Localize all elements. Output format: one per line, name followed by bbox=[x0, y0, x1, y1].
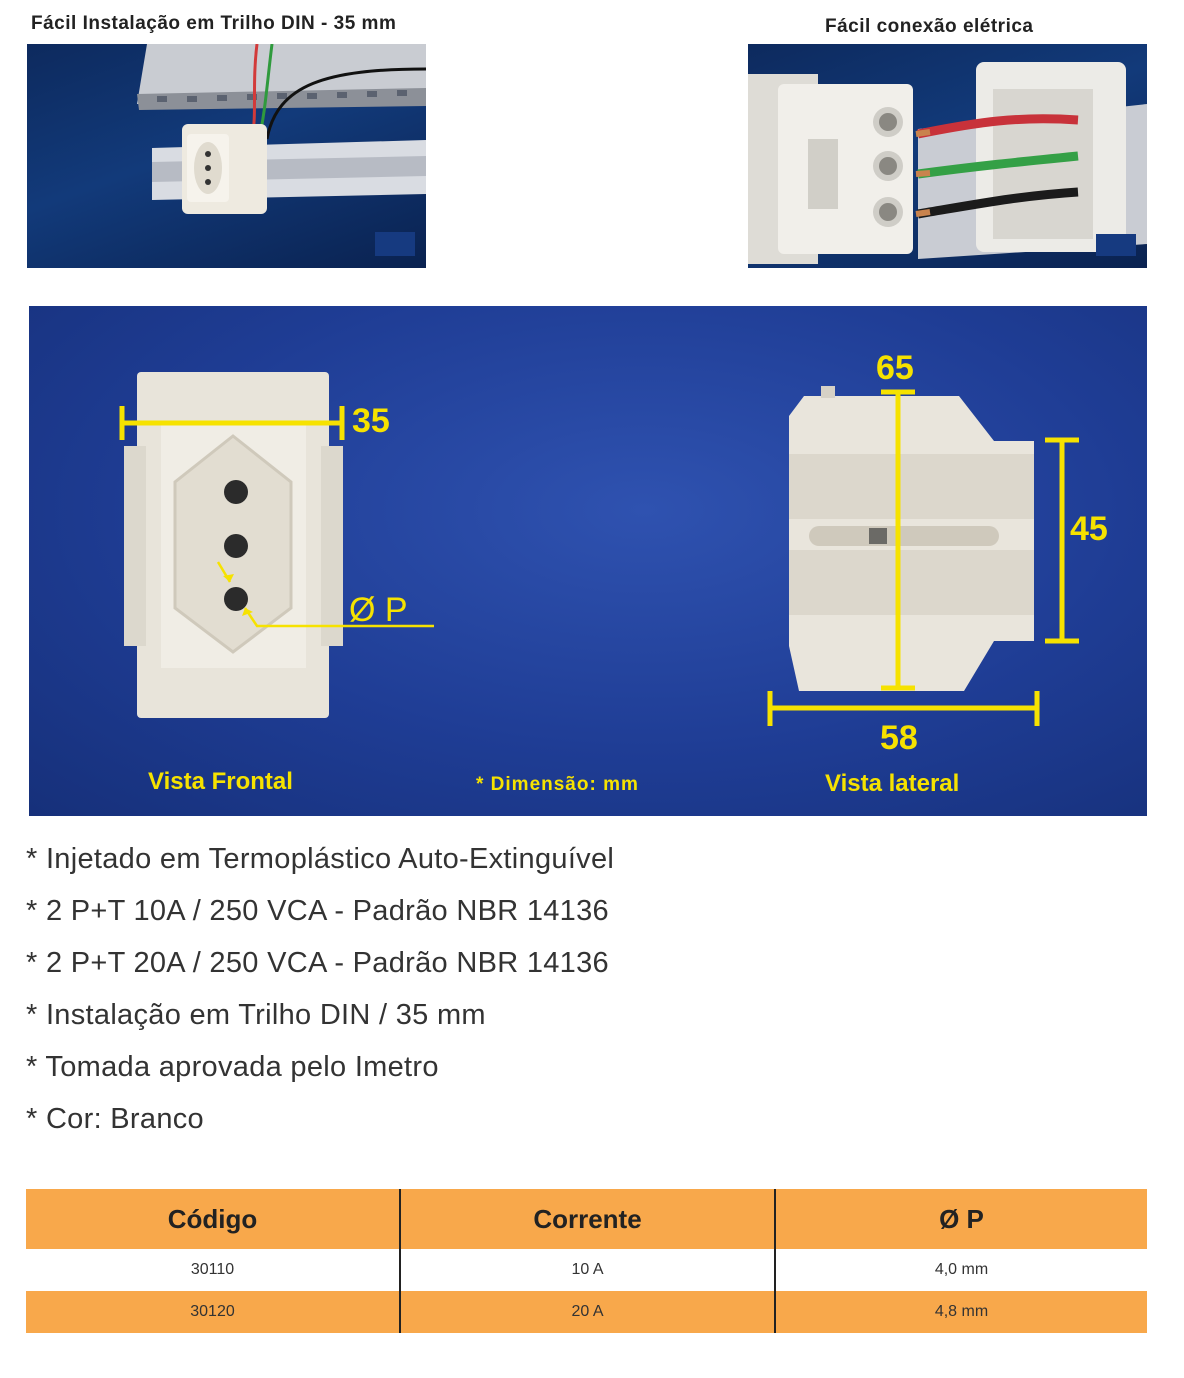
front-width-value: 35 bbox=[352, 402, 390, 440]
table-row bbox=[26, 1249, 1147, 1291]
side-view-label: Vista lateral bbox=[825, 770, 960, 797]
table-header-row bbox=[26, 1189, 1147, 1249]
spec-item: * Injetado em Termoplástico Auto-Extinguível bbox=[26, 843, 615, 875]
spec-item: * 2 P+T 20A / 250 VCA - Padrão NBR 14136 bbox=[26, 947, 609, 979]
cell-corrente: 10 A bbox=[400, 1249, 775, 1291]
dimension-drawings bbox=[29, 306, 1147, 816]
caption-electrical-connection: Fácil conexão elétrica bbox=[825, 16, 1034, 37]
header-corrente: Corrente bbox=[400, 1189, 775, 1249]
side-height-value: 65 bbox=[876, 349, 914, 387]
photo-electrical-connection bbox=[748, 44, 1147, 268]
cell-diameter: 4,0 mm bbox=[775, 1249, 1147, 1291]
diameter-label: Ø P bbox=[349, 591, 408, 629]
spec-item: * Cor: Branco bbox=[26, 1103, 204, 1135]
dimension-diagram-panel bbox=[29, 306, 1147, 816]
caption-din-installation: Fácil Instalação em Trilho DIN - 35 mm bbox=[31, 13, 397, 34]
unit-note: * Dimensão: mm bbox=[476, 774, 639, 795]
spec-item: * Tomada aprovada pelo Imetro bbox=[26, 1051, 439, 1083]
side-view-socket-drawing bbox=[789, 386, 1034, 691]
photo-din-rail-installation bbox=[27, 44, 426, 268]
front-view-label: Vista Frontal bbox=[148, 768, 293, 795]
connection-scene-image bbox=[748, 44, 1147, 268]
cell-codigo: 30110 bbox=[26, 1249, 400, 1291]
side-depth-value: 45 bbox=[1070, 510, 1108, 548]
spec-item: * Instalação em Trilho DIN / 35 mm bbox=[26, 999, 486, 1031]
side-length-value: 58 bbox=[880, 719, 918, 757]
table-row bbox=[26, 1291, 1147, 1333]
cell-diameter: 4,8 mm bbox=[775, 1291, 1147, 1333]
cell-corrente: 20 A bbox=[400, 1291, 775, 1333]
specifications-list bbox=[26, 838, 614, 1150]
din-rail-scene-image bbox=[27, 44, 426, 268]
product-code-table bbox=[26, 1189, 1147, 1333]
spec-item: * 2 P+T 10A / 250 VCA - Padrão NBR 14136 bbox=[26, 895, 609, 927]
header-codigo: Código bbox=[26, 1189, 400, 1249]
cell-codigo: 30120 bbox=[26, 1291, 400, 1333]
header-diameter: Ø P bbox=[775, 1189, 1147, 1249]
